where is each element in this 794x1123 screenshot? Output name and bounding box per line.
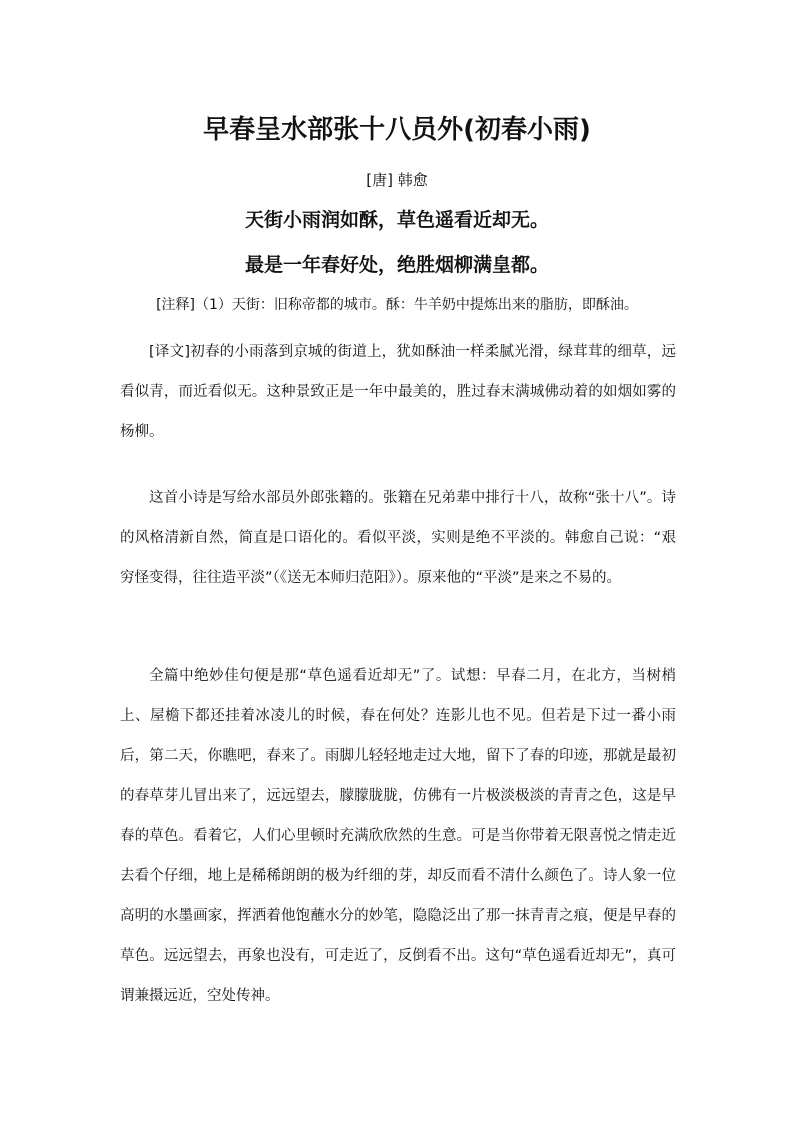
commentary-paragraph-2: 全篇中绝妙佳句便是那“草色遥看近却无”了。试想：早春二月，在北方，当树梢上、屋檐下都还挂着冰凌儿的时候，春在何处？连影儿也不见。但若是下过一番小雨后，第二天，你瞧吧，春来了。雨脚儿轻轻地走过大地，留下了春的印迹，那就是最初的春草芽儿冒出来了，远远望去，朦朦胧胧，仿佛有一片极淡极淡的青青之色，这是早春的草色。看着它，人们心里顿时充满欣欣然的生意。可是当你带着无限喜悦之情走近去看个仔细，地上是稀稀朗朗的极为纤细的芽，却反而看不清什么颜色了。诗人象一位高明的水墨画家，挥洒着他饱蘸水分的妙笔，隐隐泛出了那一抹青青之痕，便是早春的草色。远远望去，再象也没有，可走近了，反倒看不出。这句“草色遥看近却无”，真可谓兼摄远近，空处传神。	[120, 668, 676, 1004]
poem-author: [唐] 韩愈	[366, 171, 428, 189]
poem-verse-2: 最是一年春好处，绝胜烟柳满皇都。	[244, 254, 549, 276]
poem-title: 早春呈水部张十八员外(初春小雨)	[203, 115, 591, 145]
translation-paragraph: [译文]初春的小雨落到京城的街道上，犹如酥油一样柔腻光滑，绿茸茸的细草，远看似青，而近看似无。这种景致正是一年中最美的，胜过春末满城佛动着的如烟如雾的杨柳。	[120, 344, 676, 440]
commentary-paragraph-1: 这首小诗是写给水部员外郎张籍的。张籍在兄弟辈中排行十八，故称“张十八”。诗的风格清新自然，简直是口语化的。看似平淡，实则是绝不平淡的。韩愈自己说：“艰穷怪变得，往往造平淡”（《送无本师归范阳》）。原来他的“平淡”是来之不易的。	[120, 490, 676, 586]
poem-verse-1: 天街小雨润如酥，草色遥看近却无。	[244, 209, 549, 231]
annotation-note: [注释]（1）天街：旧称帝都的城市。酥：牛羊奶中提炼出来的脂肪，即酥油。	[156, 297, 638, 313]
